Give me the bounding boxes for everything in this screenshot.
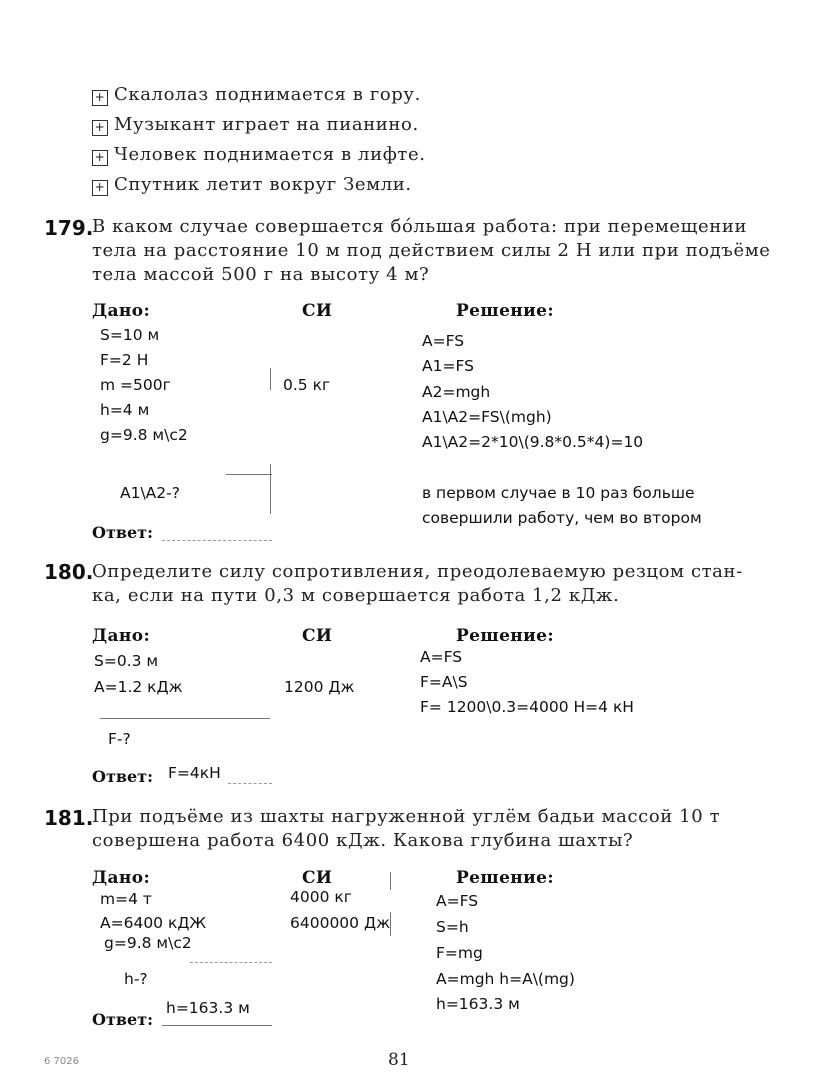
problem-text-line: В каком случае совершается бóльшая работа: при перемещении	[92, 216, 748, 237]
problem-text-line: тела массой 500 г на высоту 4 м?	[92, 264, 430, 285]
checkbox-icon: +	[92, 150, 108, 166]
answer-label: Ответ:	[92, 1010, 153, 1029]
answer-label: Ответ:	[92, 767, 153, 786]
solution-header: Решение:	[456, 626, 555, 646]
given-value: F=2 Н	[100, 351, 149, 369]
given-separator	[226, 474, 272, 475]
answer-line	[228, 783, 272, 784]
solution-line: A1\A2=2*10\(9.8*0.5*4)=10	[422, 433, 644, 451]
find-value: F-?	[108, 730, 131, 748]
si-header: СИ	[302, 301, 333, 321]
option-item	[92, 144, 426, 166]
solution-line: S=h	[436, 918, 469, 936]
given-separator	[100, 718, 270, 719]
given-value: g=9.8 м\с2	[100, 426, 188, 444]
given-header: Дано:	[92, 868, 151, 888]
answer-line	[162, 540, 272, 541]
given-value: A=6400 кДЖ	[100, 914, 207, 932]
solution-line: A1=FS	[422, 357, 474, 375]
option-item	[92, 174, 412, 196]
answer-label: Ответ:	[92, 523, 153, 542]
problem-text-line: При подъёме из шахты нагруженной углём бадьи массой 10 т	[92, 806, 721, 827]
solution-line: F=mg	[436, 944, 483, 962]
given-header: Дано:	[92, 626, 151, 646]
checkbox-icon: +	[92, 180, 108, 196]
given-value: g=9.8 м\с2	[104, 934, 192, 952]
given-value: h=4 м	[100, 401, 150, 419]
given-value: m=4 т	[100, 890, 152, 908]
solution-header: Решение:	[456, 301, 555, 321]
problem-text-line: совершена работа 6400 кДж. Какова глубина шахты?	[92, 830, 634, 851]
solution-line: A=FS	[436, 892, 479, 910]
option-item	[92, 84, 421, 106]
given-value: S=0.3 м	[94, 652, 159, 670]
problem-number: 180.	[44, 560, 94, 584]
column-divider	[270, 368, 271, 390]
find-value: A1\A2-?	[120, 484, 180, 502]
answer-value: F=4кН	[168, 764, 221, 782]
page-number: 81	[388, 1050, 410, 1070]
given-value: S=10 м	[100, 326, 160, 344]
solution-line: A1\A2=FS\(mgh)	[422, 408, 552, 426]
solution-line: A=FS	[420, 648, 463, 666]
footer-code: 6 7026	[44, 1056, 79, 1067]
si-value: 0.5 кг	[283, 376, 331, 394]
si-header: СИ	[302, 626, 333, 646]
solution-line: A=FS	[422, 332, 465, 350]
answer-value: h=163.3 м	[166, 999, 250, 1017]
problem-number: 179.	[44, 216, 94, 240]
solution-line: F= 1200\0.3=4000 Н=4 кН	[420, 698, 634, 716]
option-text: Спутник летит вокруг Земли.	[114, 174, 412, 195]
conclusion-line: совершили работу, чем во втором	[422, 509, 702, 527]
solution-line: h=163.3 м	[436, 995, 520, 1013]
si-value: 6400000 Дж	[290, 914, 391, 932]
solution-header: Решение:	[456, 868, 555, 888]
given-separator	[190, 962, 272, 963]
column-divider	[390, 872, 391, 890]
given-value: A=1.2 кДж	[94, 678, 183, 696]
solution-line: A=mgh h=A\(mg)	[436, 970, 575, 988]
solution-line: F=A\S	[420, 673, 468, 691]
si-value: 1200 Дж	[284, 678, 355, 696]
column-divider	[270, 464, 271, 514]
column-divider	[390, 912, 391, 936]
option-text: Музыкант играет на пианино.	[114, 114, 419, 135]
problem-number: 181.	[44, 806, 94, 830]
given-value: m =500г	[100, 376, 171, 394]
solution-line: A2=mgh	[422, 383, 491, 401]
option-item	[92, 114, 419, 136]
answer-line	[162, 1025, 272, 1026]
problem-text-line: Определите силу сопротивления, преодолеваемую резцом стан-	[92, 561, 743, 582]
problem-text-line: ка, если на пути 0,3 м совершается работа 1,2 кДж.	[92, 585, 620, 606]
si-header: СИ	[302, 868, 333, 888]
problem-text-line: тела на расстояние 10 м под действием силы 2 Н или при подъёме	[92, 240, 771, 261]
conclusion-line: в первом случае в 10 раз больше	[422, 484, 695, 502]
checkbox-icon: +	[92, 90, 108, 106]
find-value: h-?	[124, 970, 148, 988]
option-text: Человек поднимается в лифте.	[114, 144, 426, 165]
si-value: 4000 кг	[290, 888, 352, 906]
checkbox-icon: +	[92, 120, 108, 136]
option-text: Скалолаз поднимается в гору.	[114, 84, 421, 105]
given-header: Дано:	[92, 301, 151, 321]
